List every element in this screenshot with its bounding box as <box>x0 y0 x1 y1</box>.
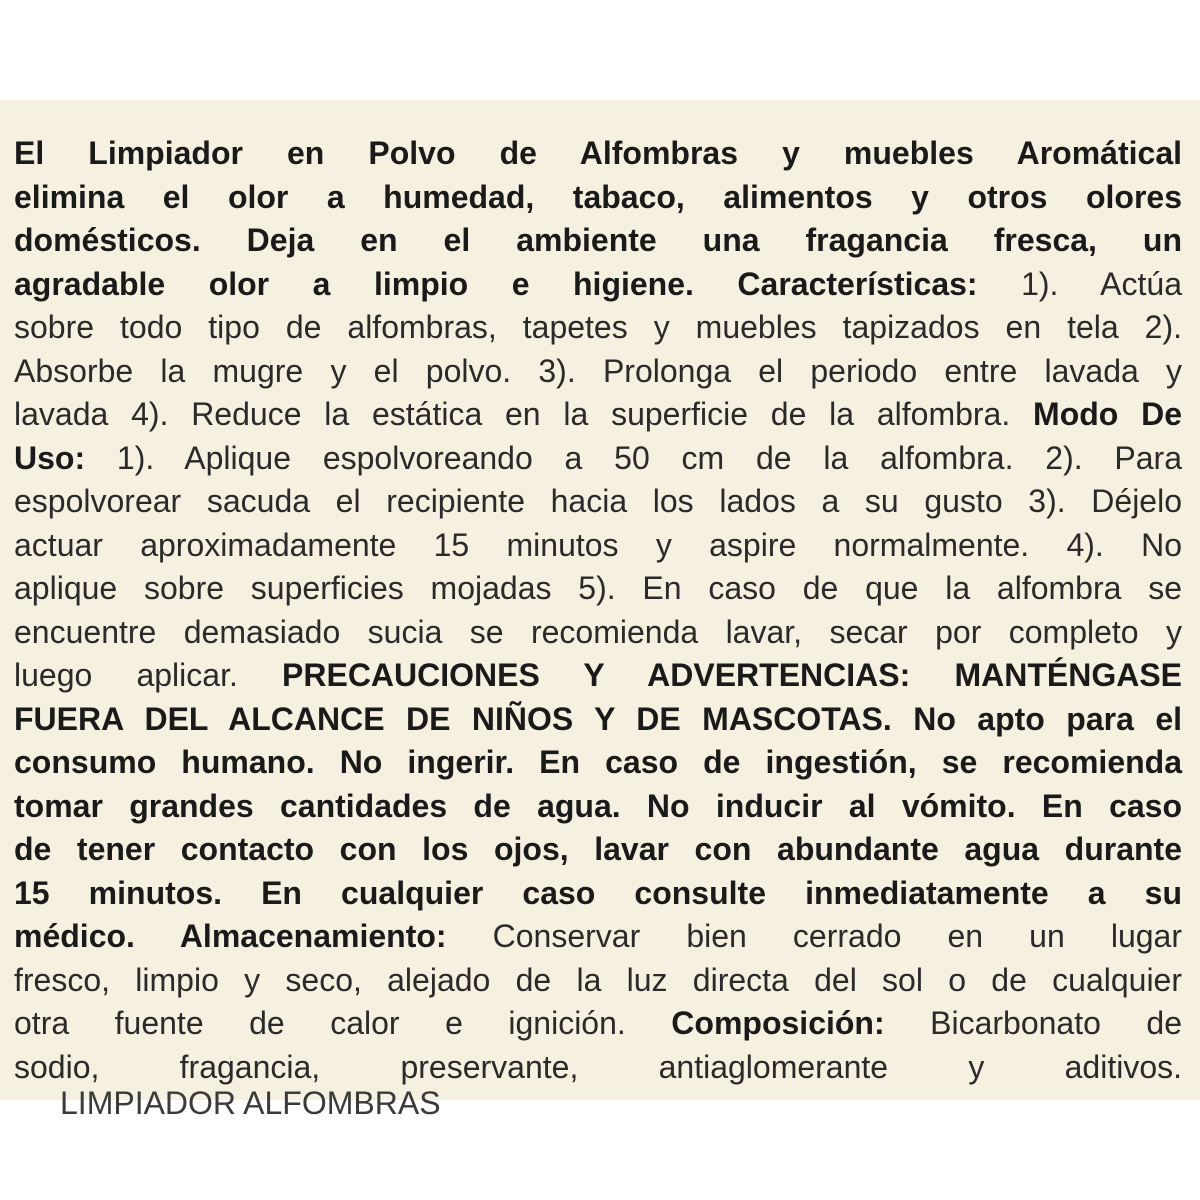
text-line <box>14 437 1182 481</box>
text-segment: Conservar bien cerrado en un lugar <box>446 918 1183 954</box>
text-segment: lavada 4). Reduce la estática en la superficie de la alfombra. <box>14 396 1034 432</box>
bold-text-segment: FUERA DEL ALCANCE DE NIÑOS Y DE MASCOTAS. No apto para el <box>14 700 1182 737</box>
text-segment: Bicarbonato de <box>884 1005 1183 1041</box>
text-line <box>14 1002 1182 1046</box>
text-line <box>14 785 1182 829</box>
bold-text-segment: Composición: <box>671 1005 885 1041</box>
text-line <box>14 872 1182 916</box>
text-segment: otra fuente de calor e ignición. <box>14 1005 672 1041</box>
bold-text-segment: 15 minutos. En cualquier caso consulte inmediatamente a su <box>14 874 1182 911</box>
bold-text-segment: agradable olor a limpio e higiene. Características: <box>14 265 978 302</box>
text-line <box>14 698 1182 742</box>
product-label <box>0 100 1200 1121</box>
text-line <box>14 959 1182 1003</box>
label-description-text <box>14 132 1182 1089</box>
bold-text-segment: Modo De <box>1033 396 1183 432</box>
text-segment: luego aplicar. <box>14 657 283 693</box>
cutoff-label-text: LIMPIADOR ALFOMBRAS <box>60 1085 441 1121</box>
text-line <box>14 480 1182 524</box>
bold-text-segment: médico. Almacenamiento: <box>14 918 447 954</box>
text-line <box>14 1046 1182 1090</box>
bold-text-segment: elimina el olor a humedad, tabaco, alimentos y otros olores <box>14 178 1182 215</box>
bold-text-segment: domésticos. Deja en el ambiente una fragancia fresca, un <box>14 222 1182 258</box>
bold-text-segment: Uso: <box>14 439 86 476</box>
text-segment: sodio, fragancia, preservante, antiaglomerante y aditivos. <box>14 1048 1182 1085</box>
text-line <box>14 350 1182 394</box>
text-line <box>14 611 1182 655</box>
text-segment: fresco, limpio y seco, alejado de la luz directa del sol o de cualquier <box>14 961 1182 998</box>
text-segment: 1). Aplique espolvoreando a 50 cm de la alfombra. 2). Para <box>85 439 1182 476</box>
bold-text-segment: de tener contacto con los ojos, lavar con abundante agua durante <box>14 831 1182 867</box>
text-line <box>14 828 1182 872</box>
text-segment: sobre todo tipo de alfombras, tapetes y muebles tapizados en tela 2). <box>14 309 1182 345</box>
text-line <box>14 219 1182 263</box>
text-line <box>14 654 1182 698</box>
text-line <box>14 393 1182 437</box>
text-line <box>14 741 1182 785</box>
bold-text-segment: El Limpiador en Polvo de Alfombras y muebles Aromátical <box>14 135 1182 171</box>
text-line <box>14 915 1182 959</box>
bold-text-segment: PRECAUCIONES Y ADVERTENCIAS: MANTÉNGASE <box>282 657 1183 693</box>
text-segment: Absorbe la mugre y el polvo. 3). Prolonga el periodo entre lavada y <box>14 352 1182 389</box>
bold-text-segment: tomar grandes cantidades de agua. No inducir al vómito. En caso <box>14 787 1182 824</box>
text-line <box>14 306 1182 350</box>
text-segment: encuentre demasiado sucia se recomienda lavar, secar por completo y <box>14 613 1182 650</box>
bold-text-segment: consumo humano. No ingerir. En caso de ingestión, se recomienda <box>14 744 1182 780</box>
text-segment: 1). Actúa <box>977 265 1182 302</box>
text-line <box>14 132 1182 176</box>
text-line <box>14 263 1182 307</box>
text-segment: actuar aproximadamente 15 minutos y aspire normalmente. 4). No <box>14 526 1182 563</box>
text-segment: aplique sobre superficies mojadas 5). En caso de que la alfombra se <box>14 570 1182 606</box>
text-line <box>14 176 1182 220</box>
text-line <box>14 524 1182 568</box>
text-line <box>14 567 1182 611</box>
text-segment: espolvorear sacuda el recipiente hacia los lados a su gusto 3). Déjelo <box>14 483 1182 519</box>
